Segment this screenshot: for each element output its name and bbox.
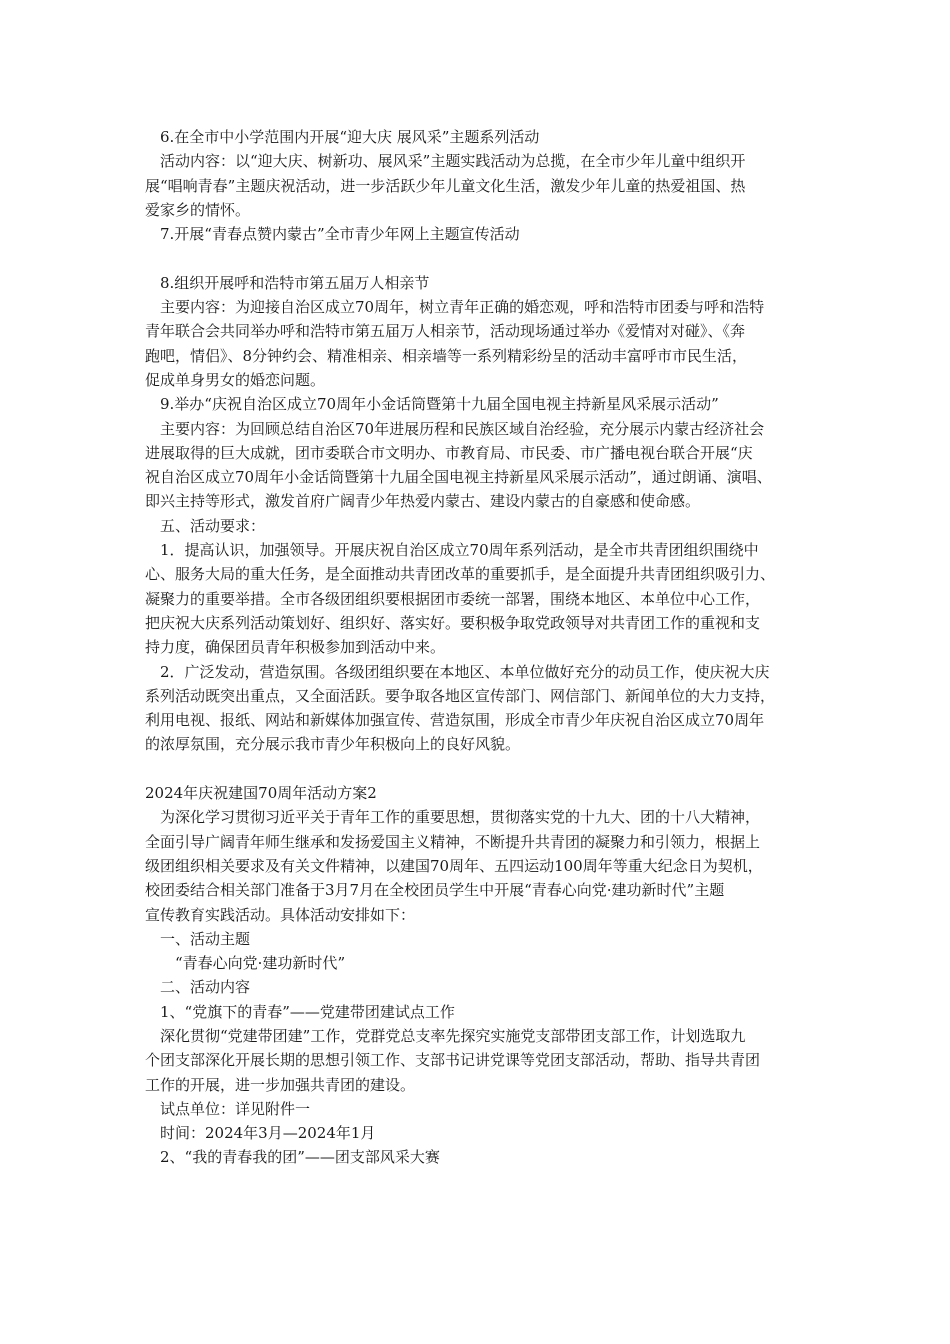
text-line: 五、活动要求： [160, 516, 266, 535]
text-line: 进展取得的巨大成就，团市委联合市文明办、市教育局、市民委、市广播电视台联合开展“庆 [145, 443, 753, 462]
text-line: 把庆祝大庆系列活动策划好、组织好、落实好。要积极争取党政领导对共青团工作的重视和支 [145, 613, 761, 632]
text-line: 即兴主持等形式，激发首府广阔青少年热爱内蒙古、建设内蒙古的自豪感和使命感。 [145, 492, 701, 511]
text-line: 2024年庆祝建国70周年活动方案2 [145, 784, 377, 803]
text-line: 主要内容：为迎接自治区成立70周年，树立青年正确的婚恋观，呼和浩特市团委与呼和浩特 [160, 298, 765, 317]
text-line: 2、“我的青春我的团”——团支部风采大赛 [160, 1148, 440, 1167]
text-line: 6.在全市中小学范围内开展“迎大庆 展风采”主题系列活动 [160, 128, 540, 146]
text-line: 二、活动内容 [160, 978, 251, 997]
text-line: 系列活动既突出重点，又全面活跃。要争取各地区宣传部门、网信部门、新闻单位的大力支持， [145, 686, 776, 705]
text-line: 校团委结合相关部门准备于3月7月在全校团员学生中开展“青春心向党·建功新时代”主题 [145, 881, 725, 900]
text-line: 爱家乡的情怀。 [145, 200, 251, 219]
text-line: 深化贯彻“党建带团建”工作，党群党总支率先探究实施党支部带团支部工作，计划选取九 [160, 1026, 746, 1045]
text-line: 8.组织开展呼和浩特市第五届万人相亲节 [160, 273, 430, 292]
text-line: 7.开展“青春点赞内蒙古”全市青少年网上主题宣传活动 [160, 225, 520, 244]
text-line: 级团组织相关要求及有关文件精神，以建国70周年、五四运动100周年等重大纪念日为契机， [145, 856, 763, 875]
text-line: 主要内容：为回顾总结自治区70年进展历程和民族区域自治经验，充分展示内蒙古经济社会 [160, 419, 765, 438]
blank-line [145, 246, 825, 270]
text-line: 个团支部深化开展长期的思想引领工作、支部书记讲党课等党团支部活动，帮助、指导共青团 [145, 1051, 761, 1070]
text-line: 心、服务大局的重大任务，是全面推动共青团改革的重要抓手，是全面提升共青团组织吸引力、 [145, 565, 776, 584]
text-line: 持力度，确保团员青年积极参加到活动中来。 [145, 638, 446, 657]
text-line: 宣传教育实践活动。具体活动安排如下： [145, 905, 416, 924]
text-line: 为深化学习贯彻习近平关于青年工作的重要思想，贯彻落实党的十九大、团的十八大精神， [160, 808, 761, 827]
text-line: 2．广泛发动，营造氛围。各级团组织要在本地区、本单位做好充分的动员工作，使庆祝大庆 [160, 662, 770, 681]
text-line: 1、“党旗下的青春”——党建带团建试点工作 [160, 1002, 455, 1021]
blank-line [145, 757, 825, 781]
text-line: “青春心向党·建功新时代” [175, 954, 346, 973]
text-line: 时间：2024年3月—2024年1月 [160, 1124, 376, 1143]
text-line: 促成单身男女的婚恋问题。 [145, 370, 326, 389]
text-line: 祝自治区成立70周年小金话筒暨第十九届全国电视主持新星风采展示活动”，通过朗诵、演唱、 [145, 468, 772, 487]
text-line: 跑吧，情侣》、8分钟约会、精准相亲、相亲墙等一系列精彩纷呈的活动丰富呼市市民生活， [145, 346, 748, 365]
text-line: 活动内容：以“迎大庆、树新功、展风采”主题实践活动为总揽，在全市少年儿童中组织开 [160, 152, 746, 171]
text-line: 9.举办“庆祝自治区成立70周年小金话筒暨第十九届全国电视主持新星风采展示活动” [160, 395, 719, 414]
text-line: 的浓厚氛围，充分展示我市青少年积极向上的良好风貌。 [145, 735, 521, 754]
text-line: 一、活动主题 [160, 929, 251, 948]
text-line: 1．提高认识，加强领导。开展庆祝自治区成立70周年系列活动，是全市共青团组织围绕中 [160, 541, 759, 560]
text-line: 工作的开展，进一步加强共青团的建设。 [145, 1075, 416, 1094]
text-line: 全面引导广阔青年师生继承和发扬爱国主义精神，不断提升共青团的凝聚力和引领力，根据上 [145, 832, 761, 851]
text-line: 试点单位：详见附件一 [160, 1099, 311, 1118]
text-line: 利用电视、报纸、网站和新媒体加强宣传、营造氛围，形成全市青少年庆祝自治区成立70周年 [145, 711, 765, 730]
document-body [145, 125, 825, 1170]
text-line: 展“唱响青春”主题庆祝活动，进一步活跃少年儿童文化生活，激发少年儿童的热爱祖国、热 [145, 176, 746, 195]
text-line: 青年联合会共同举办呼和浩特市第五届万人相亲节，活动现场通过举办《爱情对对碰》、《奔 [145, 322, 746, 341]
text-line: 凝聚力的重要举措。全市各级团组织要根据团市委统一部署，围绕本地区、本单位中心工作， [145, 589, 761, 608]
